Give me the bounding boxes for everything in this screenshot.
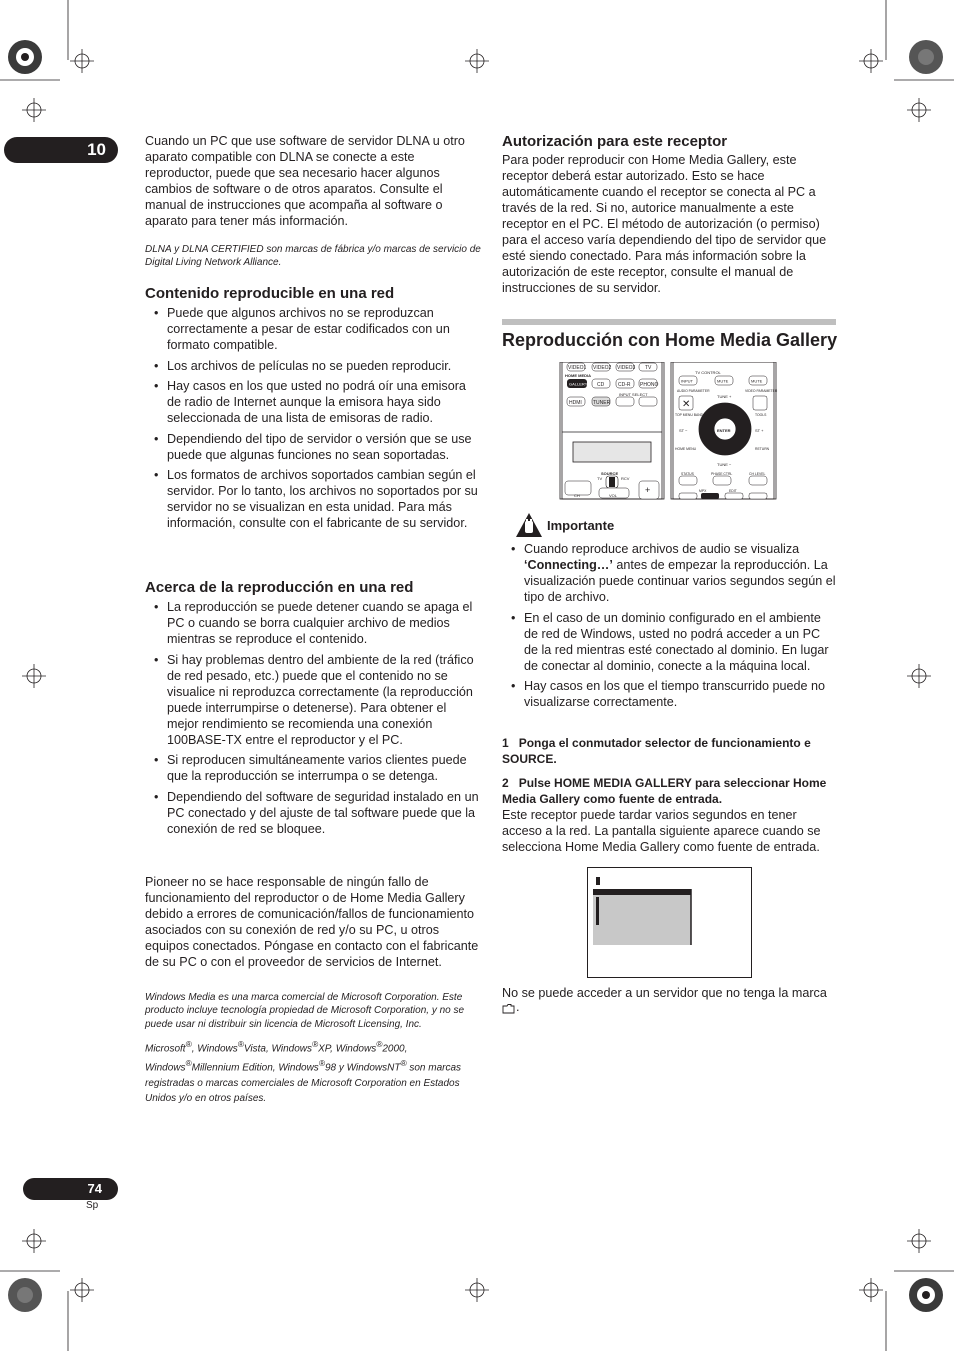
- intro-paragraph: Cuando un PC que use software de servidor DLNA u otro aparato compatible con DLNA se conecte a este reproductor, puede que sea necesario hacer algunos cambios de software o de otros aparatos. Consulte el manual de instrucciones que acompaña al software o aparato para tener más información.: [145, 134, 465, 228]
- pioneer-paragraph: Pioneer no se hace responsable de ningún fallo de funcionamiento del reproductor o de Home Media Gallery debido a errores de comunicación/fallos de funcionamiento asociados con su conexión de red y/o su PC, u otros equipos conectados. Póngase en contacto con el fabricante de su PC o con el proveedor de servicios de Internet.: [145, 875, 479, 969]
- list-item: • Si hay problemas dentro del ambiente de la red (tráfico de red pesado, etc.) puede que el contenido no se visualice ni reproduzca correctamente (la reproducción puede interrumpirse o detenerse). Para obtener el mejor rendimiento se recomienda una conexión 100BASE-TX entre el reproductor y el PC.: [145, 652, 479, 748]
- remote-btn-cd: CD: [597, 382, 605, 388]
- reg-mark: ®: [185, 1039, 192, 1049]
- list-item: • En el caso de un dominio configurado en el ambiente de red de Windows, usted no podrá acceder a un PC de la red mientras esté conectado al dominio. En lugar de conectar al dominio, conecte a la máquina local.: [502, 610, 836, 674]
- bullet-text: antes de empezar la reproducción. La visualización puede continuar varios segundos según el tipo de archivo.: [524, 558, 836, 604]
- step-2-body: Este receptor puede tardar varios segundos en tener acceso a la red. La pantalla siguiente aparece cuando se selecciona Home Media Gallery como fuente de entrada.: [502, 808, 821, 854]
- remote-phase-ctrl: PHASE CTRL: [711, 472, 733, 476]
- list-item: • Dependiendo del tipo de servidor o versión que se use puede que algunas funciones no sean soportadas.: [145, 431, 479, 463]
- remote-st-minus: ST −: [679, 428, 688, 433]
- tm-part: 2000, Windows: [145, 1043, 408, 1074]
- reg-mark: ®: [376, 1039, 383, 1049]
- reg-mark: ®: [400, 1058, 407, 1069]
- remote-top-menu: TOP MENU BAND: [675, 413, 704, 417]
- remote-home-media-label: HOME MEDIA: [565, 373, 591, 378]
- remote-gallery-button: GALLERY: [569, 381, 588, 387]
- page-language: Sp: [86, 1200, 99, 1211]
- list-item: • Los archivos de películas no se pueden reproducir.: [145, 358, 479, 374]
- list-item: • Los formatos de archivos soportados cambian según el servidor. Por lo tanto, los archivos no soportados por su servidor no se visualizan en esta unidad. Para más información, consulte con el fabricante de su servidor.: [145, 467, 479, 531]
- remote-home-menu: HOME MENU: [675, 447, 697, 451]
- tm-part: son marcas registradas o marcas comerciales de Microsoft Corporation en Estados Unidos y/o en otros países.: [145, 1062, 462, 1104]
- final-note-period: .: [516, 1000, 520, 1014]
- step-number: 1: [502, 736, 509, 750]
- autorizacion-body: Para poder reproducir con Home Media Gallery, este receptor deberá estar autorizado. Esto se hace automáticamente cuando el receptor se conecta al PC a través de la red. Si no, autorice manualmente a este receptor en el PC. El método de autorización (o permiso) para el acceso varía dependiendo del tipo de servidor que esté siendo conectado. Para más información sobre la autorización de este receptor, consulte el manual de instrucciones de su servidor.: [502, 153, 827, 295]
- remote-btn-mute: MUTE: [751, 378, 763, 384]
- remote-btn-cdr: CD-R: [618, 382, 631, 388]
- remote-return: RETURN: [755, 447, 770, 451]
- step-1: [502, 735, 836, 767]
- windows-trademark-note: [145, 1037, 479, 1106]
- remote-btn-tv: TV: [645, 365, 652, 371]
- remote-tv-control: TV CONTROL: [695, 370, 721, 375]
- bullet-text: Cuando reproduce archivos de audio se visualiza: [524, 542, 800, 556]
- step-2: [502, 775, 836, 807]
- remote-btn-mute-tv: MUTE: [717, 378, 729, 384]
- remote-rcv-label: RCV: [621, 476, 630, 481]
- connecting-text: ‘Connecting…’: [524, 558, 613, 572]
- page-number-tab: 74: [23, 1178, 118, 1200]
- remote-tools: TOOLS: [755, 413, 767, 417]
- list-contenido: [145, 305, 479, 536]
- remote-btn-tuner: TUNER: [593, 400, 611, 406]
- reg-mark: ®: [237, 1039, 244, 1049]
- remote-ch-level: CH LEVEL: [749, 472, 766, 476]
- section-rule: [502, 319, 836, 325]
- importante-heading: Importante: [547, 518, 615, 533]
- chapter-number-tab: 10: [4, 137, 118, 163]
- list-item: • Dependiendo del software de seguridad instalado en un PC conectado y del ajuste de tal software puede que la conexión de red se bloquee.: [145, 789, 479, 837]
- remote-tune-plus: TUNE +: [717, 394, 732, 399]
- remote-edit: EDIT: [729, 489, 737, 493]
- remote-source-label: SOURCE: [601, 471, 619, 476]
- list-acerca: [145, 599, 479, 841]
- tm-part: , Windows: [191, 1043, 238, 1055]
- list-item: • Hay casos en los que usted no podrá oír una emisora de radio de Internet aunque la emisora haya sido seleccionada de una lista de emisoras de radio.: [145, 378, 479, 426]
- step-text: Ponga el conmutador selector de funcionamiento e SOURCE.: [502, 736, 811, 766]
- display-screen-illustration: [587, 867, 753, 979]
- remote-status: STATUS: [681, 472, 694, 476]
- list-item: • Si reproducen simultáneamente varios clientes puede que la reproducción se interrumpa o se detenga.: [145, 752, 479, 784]
- heading-acerca: Acerca de la reproducción en una red: [145, 579, 414, 596]
- list-item: • Hay casos en los que el tiempo transcurrido puede no visualizarse correctamente.: [502, 678, 836, 710]
- plus-icon: +: [645, 485, 651, 495]
- windows-media-note: Windows Media es una marca comercial de Microsoft Corporation. Este producto incluye tecnología propiedad de Microsoft Corporation, y no se puede usar ni distribuir sin licencia de Microsoft Licensing, Inc.: [145, 992, 465, 1030]
- reg-mark: ®: [185, 1058, 192, 1069]
- remote-ch-label: CH: [574, 493, 580, 498]
- section-title: Reproducción con Home Media Gallery: [502, 330, 838, 350]
- remote-vol-label: VOL: [609, 493, 618, 498]
- tm-part: Millennium Edition, Windows: [191, 1062, 319, 1074]
- reg-mark: ®: [311, 1039, 319, 1049]
- close-icon: ✕: [682, 399, 691, 410]
- heading-autorizacion: Autorización para este receptor: [502, 133, 728, 150]
- list-importante: [502, 541, 836, 715]
- list-item: • Puede que algunos archivos no se reproduzcan correctamente a pesar de estar codificados con un formato compatible.: [145, 305, 479, 353]
- remote-btn-video1: VIDEO1: [568, 365, 587, 371]
- heading-contenido: Contenido reproducible en una red: [145, 285, 395, 302]
- remote-btn-video3: VIDEO3: [617, 365, 636, 371]
- remote-audio-parameter: AUDIO PARAMETER: [677, 389, 710, 393]
- step-number: 2: [502, 776, 509, 790]
- tm-part: Microsoft: [145, 1043, 186, 1055]
- remote-btn-hdmi: HDMI: [569, 400, 582, 406]
- remote-control-illustration: [559, 362, 779, 500]
- list-item: • La reproducción se puede detener cuando se apaga el PC o cuando se borra cualquier archivo de medios mientras se reproduce el contenido.: [145, 599, 479, 647]
- folder-icon: [502, 1003, 516, 1014]
- final-note-text: No se puede acceder a un servidor que no tenga la marca: [502, 986, 827, 1000]
- remote-video-parameter: VIDEO PARAMETER: [745, 389, 778, 393]
- tm-part: 98 y WindowsNT: [324, 1062, 401, 1074]
- tm-part: XP, Windows: [318, 1043, 377, 1055]
- caution-hand-icon: [515, 512, 543, 538]
- step-text: Pulse HOME MEDIA GALLERY para seleccionar Home Media Gallery como fuente de entrada.: [502, 776, 827, 806]
- dlna-trademark-note: DLNA y DLNA CERTIFIED son marcas de fábrica y/o marcas de servicio de Digital Living Network Alliance.: [145, 244, 481, 269]
- remote-tune-minus: TUNE −: [717, 462, 732, 467]
- remote-btn-phono: PHONO: [640, 382, 659, 388]
- remote-tv-label: TV: [597, 476, 603, 481]
- remote-st-plus: ST +: [755, 428, 764, 433]
- final-note: [502, 985, 836, 1001]
- reg-mark: ®: [318, 1058, 325, 1069]
- remote-mpx: MPX: [699, 489, 707, 493]
- tm-part: Vista, Windows: [243, 1043, 312, 1055]
- remote-input-select: INPUT SELECT: [619, 392, 648, 397]
- remote-enter-button: ENTER: [717, 428, 731, 433]
- remote-btn-video2: VIDEO2: [593, 365, 612, 371]
- remote-btn-input: INPUT: [681, 378, 693, 384]
- list-item: [502, 541, 836, 605]
